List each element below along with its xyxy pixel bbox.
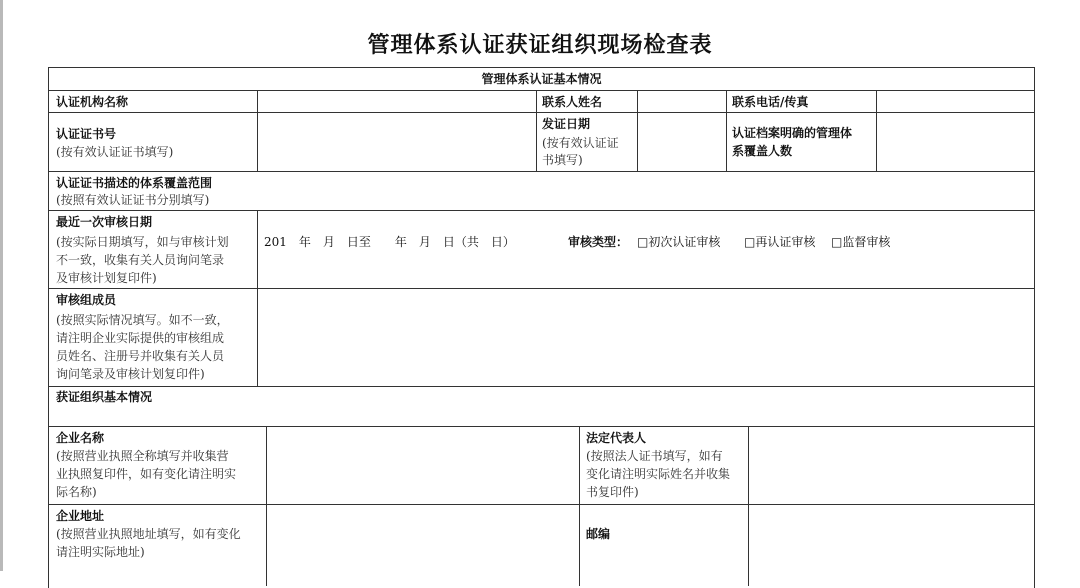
col-line — [257, 90, 258, 171]
col-line — [726, 90, 727, 171]
company-name-note: 业执照复印件，如有变化请注明实 — [56, 467, 237, 481]
inspection-form — [48, 67, 1035, 588]
row-line — [49, 210, 1034, 211]
page-title: 管理体系认证获证组织现场检查表 — [367, 33, 713, 58]
legal-rep-note: 书复印件) — [586, 485, 639, 499]
col-line — [536, 90, 537, 171]
coverage-headcount-label: 认证档案明确的管理体 — [732, 126, 853, 140]
address-field[interactable] — [270, 507, 575, 567]
cert-no-note: (按有效认证证书填写) — [56, 145, 174, 159]
scope-field[interactable] — [349, 174, 1029, 206]
row-line — [49, 504, 1034, 505]
last-audit-note: 不一致，收集有关人员询问笔录 — [56, 253, 225, 267]
audit-type-label: 审核类型： — [568, 235, 629, 249]
audit-team-label: 审核组成员 — [56, 293, 117, 307]
scope-note: (按照有效认证证书分别填写) — [56, 193, 210, 207]
audit-type-recert-checkbox[interactable]: □再认证审核 — [744, 235, 816, 249]
audit-type-initial-checkbox[interactable]: □初次认证审核 — [637, 235, 721, 249]
cert-body-field[interactable] — [261, 93, 533, 109]
contact-name-label: 联系人姓名 — [542, 95, 603, 109]
row-line — [49, 426, 1034, 427]
col-line — [748, 426, 749, 586]
last-audit-note: (按实际日期填写，如与审核计划 — [56, 235, 229, 249]
postcode-field[interactable] — [752, 507, 1030, 567]
address-label: 企业地址 — [56, 509, 105, 523]
legal-rep-note: (按照法人证书填写，如有 — [586, 449, 723, 463]
legal-rep-field[interactable] — [752, 429, 1030, 501]
issue-date-label: 发证日期 — [542, 117, 591, 131]
address-note: (按照营业执照地址填写，如有变化 — [56, 527, 241, 541]
cert-no-field[interactable] — [261, 115, 533, 167]
company-name-field[interactable] — [270, 429, 575, 501]
last-audit-label: 最近一次审核日期 — [56, 215, 153, 229]
issue-date-field[interactable] — [641, 115, 723, 167]
postcode-label: 邮编 — [586, 527, 611, 541]
col-line — [257, 210, 258, 386]
issue-date-note: (按有效认证证 — [542, 136, 619, 150]
row-line — [49, 90, 1034, 91]
company-name-note: (按照营业执照全称填写并收集营 — [56, 449, 229, 463]
audit-team-note: 员姓名、注册号并收集有关人员 — [56, 349, 225, 363]
audit-team-field[interactable] — [261, 292, 1029, 382]
row-line — [49, 171, 1034, 172]
contact-name-field[interactable] — [641, 93, 723, 109]
col-line — [266, 426, 267, 586]
page-left-edge — [0, 0, 3, 571]
legal-rep-note: 变化请注明实际姓名并收集 — [586, 467, 731, 481]
scope-label: 认证证书描述的体系覆盖范围 — [56, 176, 213, 190]
audit-team-note: 请注明企业实际提供的审核组成 — [56, 331, 225, 345]
col-line — [876, 90, 877, 171]
audit-team-note: 询问笔录及审核计划复印件) — [56, 367, 205, 381]
cert-no-label: 认证证书号 — [56, 127, 117, 141]
row-line — [49, 386, 1034, 387]
audit-team-note: (按照实际情况填写。如不一致， — [56, 313, 229, 327]
section-org-info-header: 获证组织基本情况 — [56, 390, 153, 404]
audit-date-range[interactable]: 201 年 月 日至 年 月 日（共 日） — [264, 235, 515, 249]
cert-body-label: 认证机构名称 — [56, 95, 129, 109]
address-note: 请注明实际地址) — [56, 545, 145, 559]
company-name-note: 际名称) — [56, 485, 97, 499]
section-basic-info-header: 管理体系认证基本情况 — [481, 72, 602, 86]
row-line — [49, 112, 1034, 113]
coverage-headcount-field[interactable] — [880, 115, 1030, 167]
col-line — [637, 90, 638, 171]
company-name-label: 企业名称 — [56, 431, 105, 445]
contact-phone-field[interactable] — [880, 93, 1030, 109]
col-line — [579, 426, 580, 586]
legal-rep-label: 法定代表人 — [586, 431, 647, 445]
coverage-headcount-label: 系覆盖人数 — [732, 144, 793, 158]
issue-date-note: 书填写) — [542, 153, 583, 167]
audit-type-surveillance-checkbox[interactable]: □监督审核 — [831, 235, 891, 249]
row-line — [49, 288, 1034, 289]
last-audit-note: 及审核计划复印件) — [56, 271, 157, 285]
contact-phone-label: 联系电话/传真 — [732, 95, 809, 109]
